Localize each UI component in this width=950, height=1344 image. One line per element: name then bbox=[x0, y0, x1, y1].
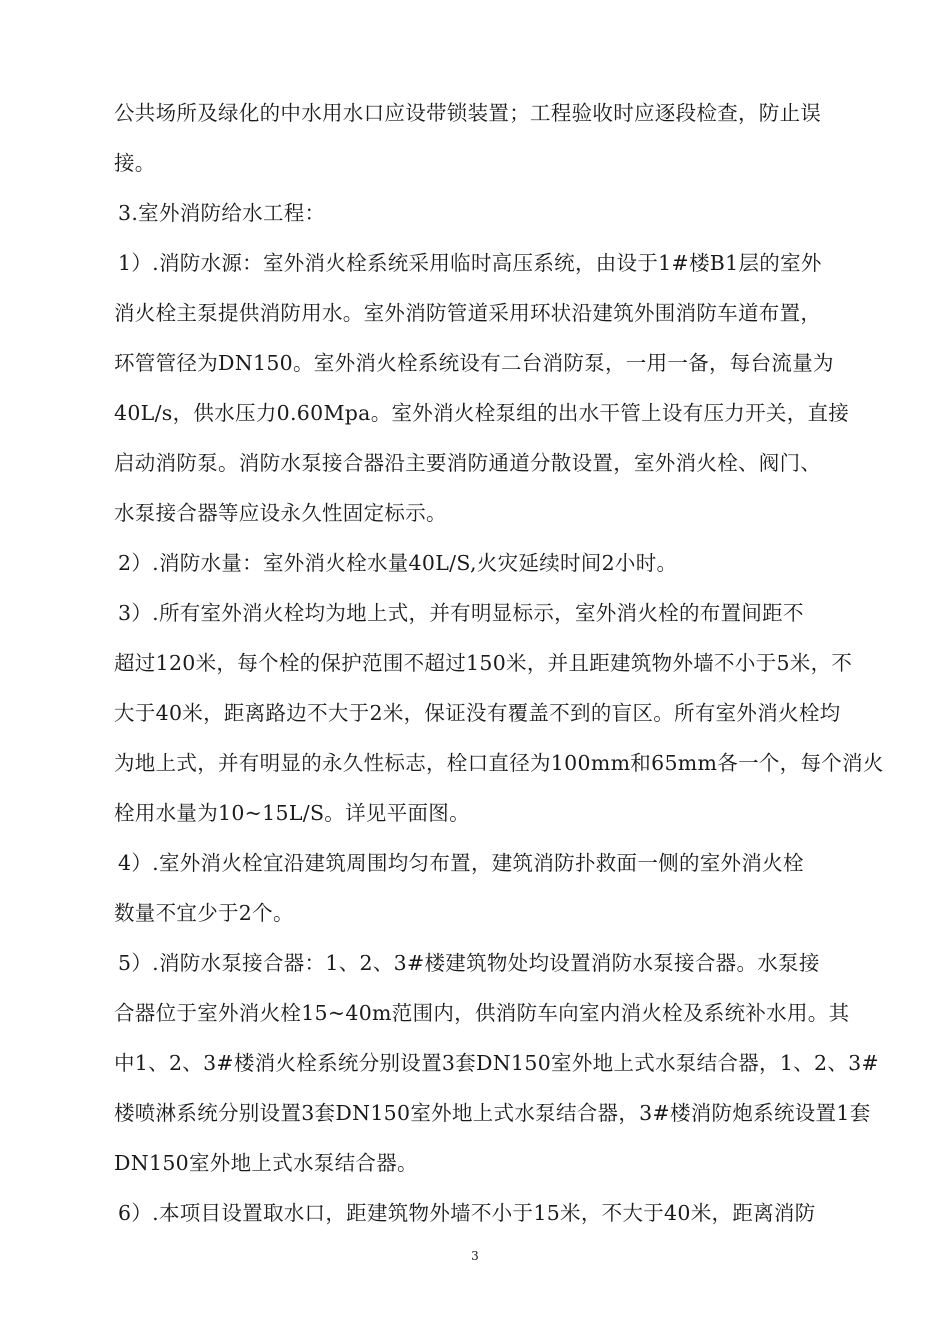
body-text-line: 40L/s，供水压力0.60Mpa。室外消火栓泵组的出水干管上设有压力开关，直接 bbox=[114, 401, 850, 425]
body-text-line: 公共场所及绿化的中水用水口应设带锁装置；工程验收时应逐段检查，防止误 bbox=[114, 101, 822, 125]
body-text-line: 楼喷淋系统分别设置3套DN150室外地上式水泵结合器，3#楼消防炮系统设置1套 bbox=[114, 1101, 871, 1125]
body-text-line: 1）.消防水源：室外消火栓系统采用临时高压系统，由设于1#楼B1层的室外 bbox=[118, 251, 822, 275]
body-text-line: 数量不宜少于2个。 bbox=[114, 901, 294, 925]
body-text-line: 为地上式，并有明显的永久性标志，栓口直径为100mm和65mm各一个，每个消火 bbox=[114, 751, 884, 775]
body-text-line: 大于40米，距离路边不大于2米，保证没有覆盖不到的盲区。所有室外消火栓均 bbox=[114, 701, 841, 725]
body-text-line: 4）.室外消火栓宜沿建筑周围均匀布置，建筑消防扑救面一侧的室外消火栓 bbox=[118, 851, 804, 875]
body-text-line: 2）.消防水量：室外消火栓水量40L/S,火灾延续时间2小时。 bbox=[118, 551, 678, 575]
body-text-line: 合器位于室外消火栓15~40m范围内，供消防车向室内消火栓及系统补水用。其 bbox=[114, 1001, 850, 1025]
body-text-line: 水泵接合器等应设永久性固定标示。 bbox=[114, 501, 447, 525]
page-number: 3 bbox=[471, 1249, 479, 1263]
body-text-line: 接。 bbox=[114, 151, 156, 175]
section-heading: 3.室外消防给水工程： bbox=[118, 201, 326, 225]
body-text-line: DN150室外地上式水泵结合器。 bbox=[114, 1151, 418, 1175]
body-text-line: 启动消防泵。消防水泵接合器沿主要消防通道分散设置，室外消火栓、阀门、 bbox=[114, 451, 822, 475]
body-text-line: 3）.所有室外消火栓均为地上式，并有明显标示，室外消火栓的布置间距不 bbox=[118, 601, 804, 625]
body-text-line: 中1、2、3#楼消火栓系统分别设置3套DN150室外地上式水泵结合器，1、2、3# bbox=[114, 1051, 879, 1075]
body-text-line: 6）.本项目设置取水口，距建筑物外墙不小于15米，不大于40米，距离消防 bbox=[118, 1201, 816, 1225]
body-text-line: 5）.消防水泵接合器：1、2、3#楼建筑物处均设置消防水泵接合器。水泵接 bbox=[118, 951, 820, 975]
body-text-line: 超过120米，每个栓的保护范围不超过150米，并且距建筑物外墙不小于5米，不 bbox=[114, 651, 853, 675]
body-text-line: 环管管径为DN150。室外消火栓系统设有二台消防泵，一用一备，每台流量为 bbox=[114, 351, 834, 375]
body-text-line: 消火栓主泵提供消防用水。室外消防管道采用环状沿建筑外围消防车道布置， bbox=[114, 301, 822, 325]
body-text-line: 栓用水量为10~15L/S。详见平面图。 bbox=[114, 801, 470, 825]
